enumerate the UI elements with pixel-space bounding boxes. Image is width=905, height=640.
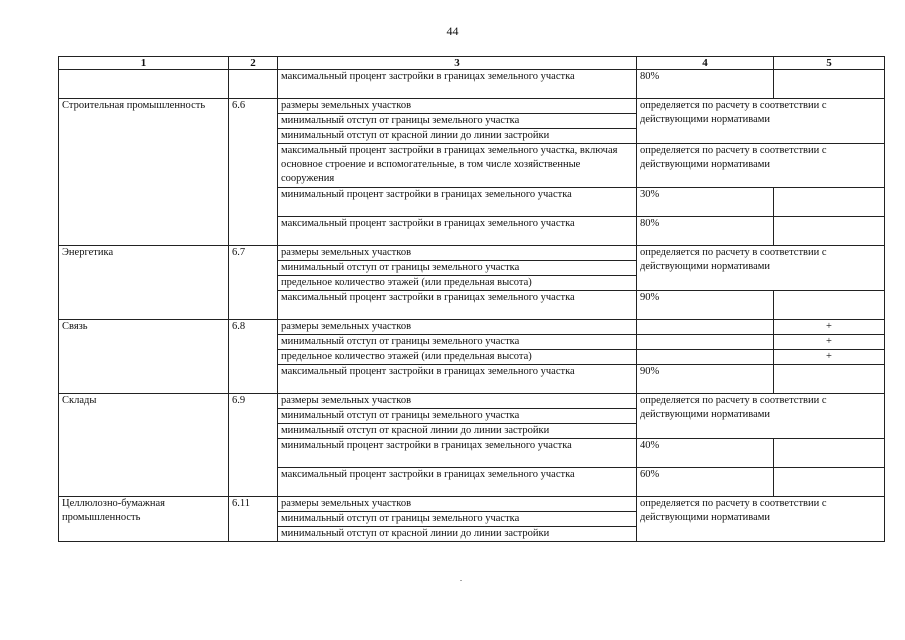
code-cell: 6.7 (229, 246, 278, 320)
code-cell: 6.8 (229, 320, 278, 394)
type-cell: Энергетика (59, 246, 229, 320)
param-cell: предельное количество этажей (или предельная высота) (278, 350, 637, 365)
column-header-1: 1 (59, 57, 229, 70)
extra-cell (774, 468, 885, 497)
value-cell: определяется по расчету в соответствии с действующими нормативами (637, 497, 885, 542)
extra-cell (774, 439, 885, 468)
plus-cell: + (774, 350, 885, 365)
param-cell: предельное количество этажей (или предельная высота) (278, 276, 637, 291)
type-cell (59, 70, 229, 99)
column-header-4: 4 (637, 57, 774, 70)
value-cell (637, 320, 774, 335)
extra-cell (774, 291, 885, 320)
table-row (59, 394, 885, 409)
value-cell (637, 335, 774, 350)
table-row (59, 246, 885, 261)
extra-cell (774, 217, 885, 246)
extra-cell (774, 188, 885, 217)
param-cell: минимальный отступ от границы земельного участка (278, 114, 637, 129)
value-cell: 80% (637, 217, 774, 246)
column-header-3: 3 (278, 57, 637, 70)
type-cell: Склады (59, 394, 229, 497)
value-cell (637, 350, 774, 365)
type-cell: Связь (59, 320, 229, 394)
value-cell: 40% (637, 439, 774, 468)
code-cell: 6.9 (229, 394, 278, 497)
extra-cell (774, 365, 885, 394)
param-cell: минимальный отступ от границы земельного участка (278, 335, 637, 350)
param-cell: размеры земельных участков (278, 320, 637, 335)
table-header-row (59, 57, 885, 70)
value-cell: 80% (637, 70, 774, 99)
value-cell: определяется по расчету в соответствии с действующими нормативами (637, 246, 885, 291)
table-row (59, 320, 885, 335)
plus-cell: + (774, 335, 885, 350)
param-cell: минимальный отступ от красной линии до линии застройки (278, 527, 637, 542)
code-cell (229, 70, 278, 99)
param-cell: минимальный процент застройки в границах земельного участка (278, 439, 637, 468)
column-header-2: 2 (229, 57, 278, 70)
code-cell: 6.6 (229, 99, 278, 246)
value-cell: 90% (637, 291, 774, 320)
table-row (59, 497, 885, 512)
param-cell: минимальный процент застройки в границах земельного участка (278, 188, 637, 217)
param-cell: максимальный процент застройки в границах земельного участка (278, 217, 637, 246)
param-cell: максимальный процент застройки в границах земельного участка (278, 70, 637, 99)
table-row (59, 70, 885, 99)
zoning-regulations-table (58, 56, 885, 542)
param-cell: минимальный отступ от красной линии до линии застройки (278, 129, 637, 144)
type-cell: Целлюлозно-бумажная промышленность (59, 497, 229, 542)
code-cell: 6.11 (229, 497, 278, 542)
value-cell: 90% (637, 365, 774, 394)
param-cell: минимальный отступ от красной линии до линии застройки (278, 424, 637, 439)
param-cell: размеры земельных участков (278, 497, 637, 512)
param-cell: минимальный отступ от границы земельного участка (278, 409, 637, 424)
table-row (59, 99, 885, 114)
param-cell: минимальный отступ от границы земельного участка (278, 512, 637, 527)
param-cell: минимальный отступ от границы земельного участка (278, 261, 637, 276)
value-cell: 30% (637, 188, 774, 217)
param-cell: размеры земельных участков (278, 394, 637, 409)
value-cell: определяется по расчету в соответствии с действующими нормативами (637, 144, 885, 188)
param-cell: размеры земельных участков (278, 99, 637, 114)
footer-mark: . (460, 574, 462, 583)
page-number: 44 (446, 24, 459, 38)
param-cell: максимальный процент застройки в границах земельного участка, включая основное строение и вспомогательные, в том числе хозяйственные сооружения (278, 144, 637, 188)
extra-cell (774, 70, 885, 99)
param-cell: размеры земельных участков (278, 246, 637, 261)
param-cell: максимальный процент застройки в границах земельного участка (278, 468, 637, 497)
param-cell: максимальный процент застройки в границах земельного участка (278, 365, 637, 394)
value-cell: 60% (637, 468, 774, 497)
type-cell: Строительная промышленность (59, 99, 229, 246)
value-cell: определяется по расчету в соответствии с действующими нормативами (637, 99, 885, 144)
value-cell: определяется по расчету в соответствии с действующими нормативами (637, 394, 885, 439)
param-cell: максимальный процент застройки в границах земельного участка (278, 291, 637, 320)
column-header-5: 5 (774, 57, 885, 70)
plus-cell: + (774, 320, 885, 335)
